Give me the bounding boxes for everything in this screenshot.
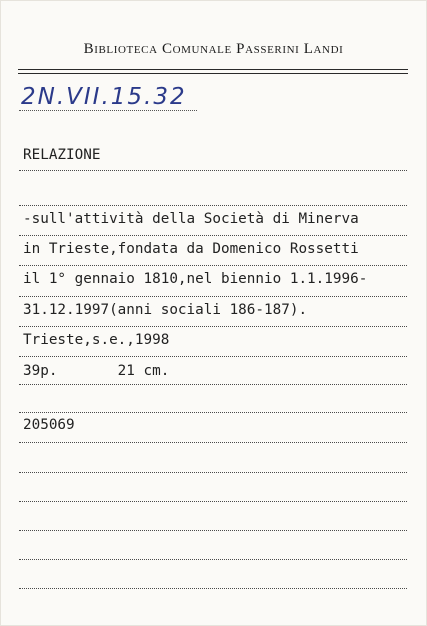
ruled-line	[19, 235, 407, 236]
ruled-line	[19, 205, 407, 206]
header-rule-top	[18, 69, 408, 70]
ruled-line	[19, 326, 407, 327]
title-line: -sull'attività della Società di Minerva	[23, 211, 359, 227]
shelfmark: 2N.VII.15.32	[21, 84, 187, 110]
ruled-line	[19, 384, 407, 385]
ruled-line	[19, 265, 407, 266]
ruled-line	[19, 170, 407, 171]
shelfmark-underline	[19, 110, 197, 111]
ruled-line	[19, 530, 407, 531]
ruled-line	[19, 356, 407, 357]
ruled-line	[19, 588, 407, 589]
heading-word: RELAZIONE	[23, 147, 101, 163]
ruled-line	[19, 559, 407, 560]
imprint: Trieste,s.e.,1998	[23, 332, 170, 348]
ruled-line	[19, 296, 407, 297]
ruled-line	[19, 442, 407, 443]
library-header: Biblioteca Comunale Passerini Landi	[83, 41, 344, 57]
header-rule-bottom	[18, 73, 408, 74]
title-line: 31.12.1997(anni sociali 186-187).	[23, 302, 308, 318]
title-line: in Trieste,fondata da Domenico Rossetti	[23, 241, 359, 257]
ruled-line	[19, 472, 407, 473]
ruled-line	[19, 501, 407, 502]
ruled-line	[19, 412, 407, 413]
title-line: il 1° gennaio 1810,nel biennio 1.1.1996-	[23, 271, 368, 287]
physical-description: 39p. 21 cm.	[23, 363, 170, 379]
inventory-number: 205069	[23, 417, 75, 433]
